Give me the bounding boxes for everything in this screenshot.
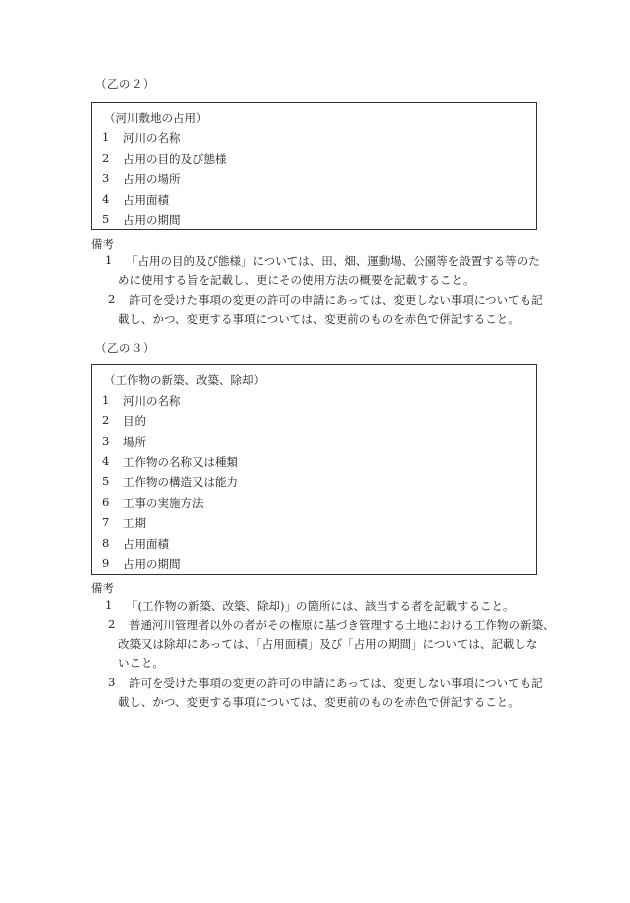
remark-line: いこと。	[118, 656, 164, 670]
remark-number: 1	[105, 598, 113, 612]
section-label-otsu3: （乙の３）	[95, 341, 155, 355]
item-text: 工期	[123, 516, 146, 530]
item-number: 2	[102, 413, 110, 427]
remarks-title: 備考	[91, 581, 114, 595]
remark-line: 「(工作物の新築、改築、除却)」の箇所には、該当する者を記載すること。	[126, 599, 515, 613]
item-text: 占用の場所	[123, 172, 181, 186]
remark-line: 許可を受けた事項の変更の許可の申請にあっては、変更しない事項についても記	[129, 293, 543, 307]
item-number: 1	[102, 393, 110, 407]
item-text: 場所	[123, 435, 146, 449]
item-number: 6	[102, 495, 110, 509]
item-text: 占用面積	[123, 193, 169, 207]
item-text: 占用の期間	[123, 213, 181, 227]
item-number: 4	[102, 454, 110, 468]
remark-line: 載し、かつ、変更する事項については、変更前のものを赤色で併記すること。	[118, 312, 520, 326]
item-text: 工作物の構造又は能力	[123, 475, 238, 489]
item-number: 7	[102, 515, 110, 529]
remark-line: 改築又は除却にあっては、「占用面積」及び「占用の期間」については、記載しな	[118, 637, 538, 651]
remark-line: 載し、かつ、変更する事項については、変更前のものを赤色で併記すること。	[118, 695, 520, 709]
item-number: 4	[102, 192, 110, 206]
item-text: 工作物の名称又は種類	[123, 455, 238, 469]
remark-number: 2	[108, 617, 116, 631]
item-number: 9	[102, 556, 110, 570]
item-text: 河川の名称	[123, 131, 181, 145]
box-title: （河川敷地の占用）	[104, 111, 208, 125]
remark-number: 3	[108, 675, 116, 689]
remarks-title: 備考	[91, 237, 114, 251]
item-text: 目的	[123, 414, 146, 428]
item-number: 1	[102, 130, 110, 144]
item-text: 占用の目的及び態様	[123, 152, 227, 166]
box-title: （工作物の新築、改築、除却）	[104, 373, 265, 387]
remark-line: 「占用の目的及び態様」については、田、畑、運動場、公園等を設置する等のた	[126, 254, 540, 268]
item-number: 2	[102, 151, 110, 165]
item-text: 占用の期間	[123, 557, 181, 571]
item-number: 3	[102, 171, 110, 185]
remark-line: 許可を受けた事項の変更の許可の申請にあっては、変更しない事項についても記	[129, 676, 543, 690]
section-label-otsu2: （乙の２）	[95, 77, 155, 91]
item-text: 工事の実施方法	[123, 496, 204, 510]
item-number: 5	[102, 474, 110, 488]
remark-line: 普通河川管理者以外の者がその権原に基づき管理する土地における工作物の新築、	[129, 618, 555, 632]
remark-number: 1	[105, 253, 113, 267]
form-box-otsu3	[91, 364, 537, 575]
item-number: 8	[102, 536, 110, 550]
remark-line: めに使用する旨を記載し、更にその使用方法の概要を記載すること。	[118, 273, 475, 287]
remark-number: 2	[108, 292, 116, 306]
item-number: 3	[102, 434, 110, 448]
item-text: 占用面積	[123, 537, 169, 551]
item-number: 5	[102, 212, 110, 226]
item-text: 河川の名称	[123, 394, 181, 408]
form-box-otsu2	[91, 102, 537, 230]
